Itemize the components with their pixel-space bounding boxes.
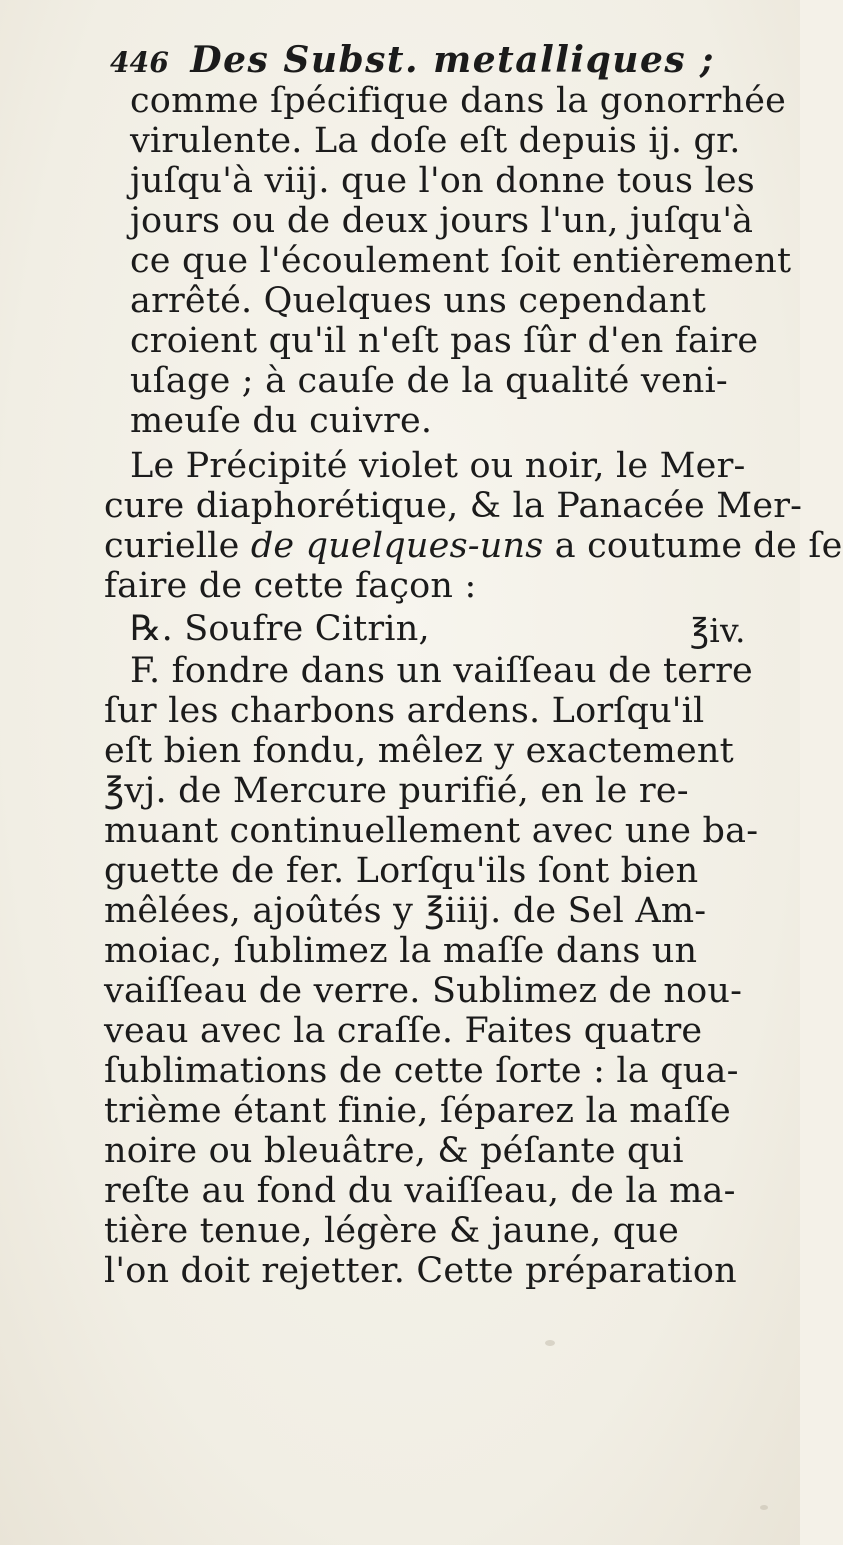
text-line: ℥vj. de Mercure purifié, en le re- bbox=[104, 771, 689, 811]
text-line: meuſe du cuivre. bbox=[130, 401, 433, 441]
text-line: croient qu'il n'eſt pas ſûr d'en faire bbox=[130, 321, 759, 361]
text-line bbox=[104, 526, 843, 566]
paper-speck bbox=[760, 1505, 768, 1510]
running-header bbox=[110, 39, 715, 81]
page-number: 446 bbox=[110, 46, 170, 79]
text-line: l'on doit rejetter. Cette préparation bbox=[104, 1251, 737, 1291]
text-line: virulente. La doſe eſt depuis ij. gr. bbox=[130, 121, 741, 161]
text-line: noire ou bleuâtre, & péſante qui bbox=[104, 1131, 684, 1171]
text-line: mêlées, ajoûtés y ℥iiij. de Sel Am- bbox=[104, 891, 707, 931]
text-line: faire de cette façon : bbox=[104, 566, 477, 606]
text-line: reſte au fond du vaiſſeau, de la ma- bbox=[104, 1171, 736, 1211]
text-line: F. fondre dans un vaiſſeau de terre bbox=[130, 651, 753, 691]
text-line: cure diaphorétique, & la Panacée Mer- bbox=[104, 486, 803, 526]
text-line: juſqu'à viij. que l'on donne tous les bbox=[130, 161, 755, 201]
recipe-quantity: ℥iv. bbox=[690, 611, 746, 650]
text-segment: curielle bbox=[104, 526, 240, 566]
text-line: jours ou de deux jours l'un, juſqu'à bbox=[130, 201, 754, 241]
text-line: ſur les charbons ardens. Lorſqu'il bbox=[104, 691, 705, 731]
italic-text-segment: de quelques-uns bbox=[250, 526, 544, 566]
text-line: ſublimations de cette ſorte : la qua- bbox=[104, 1051, 739, 1091]
text-line: uſage ; à cauſe de la qualité veni- bbox=[130, 361, 728, 401]
text-line: comme ſpécifique dans la gonorrhée bbox=[130, 81, 787, 121]
text-line: trième étant finie, ſéparez la maſſe bbox=[104, 1091, 731, 1131]
paper-speck bbox=[545, 1340, 555, 1346]
text-line: veau avec la craſſe. Faites quatre bbox=[104, 1011, 703, 1051]
paragraph-start-line: Le Précipité violet ou noir, le Mer- bbox=[130, 446, 746, 486]
text-line: ce que l'écoulement ſoit entièrement bbox=[130, 241, 792, 281]
text-line: tière tenue, légère & jaune, que bbox=[104, 1211, 680, 1251]
recipe-ingredient-line: ℞. Soufre Citrin, bbox=[130, 609, 430, 649]
text-line: guette de fer. Lorſqu'ils ſont bien bbox=[104, 851, 699, 891]
text-line: vaiſſeau de verre. Sublimez de nou- bbox=[104, 971, 743, 1011]
text-line: muant continuellement avec une ba- bbox=[104, 811, 759, 851]
text-line: eſt bien fondu, mêlez y exactement bbox=[104, 731, 734, 771]
text-line: moiac, ſublimez la maſſe dans un bbox=[104, 931, 698, 971]
text-line: arrêté. Quelques uns cependant bbox=[130, 281, 706, 321]
running-title: Des Subst. metalliques ; bbox=[190, 39, 715, 81]
text-segment: a coutume de ſe bbox=[554, 526, 843, 566]
